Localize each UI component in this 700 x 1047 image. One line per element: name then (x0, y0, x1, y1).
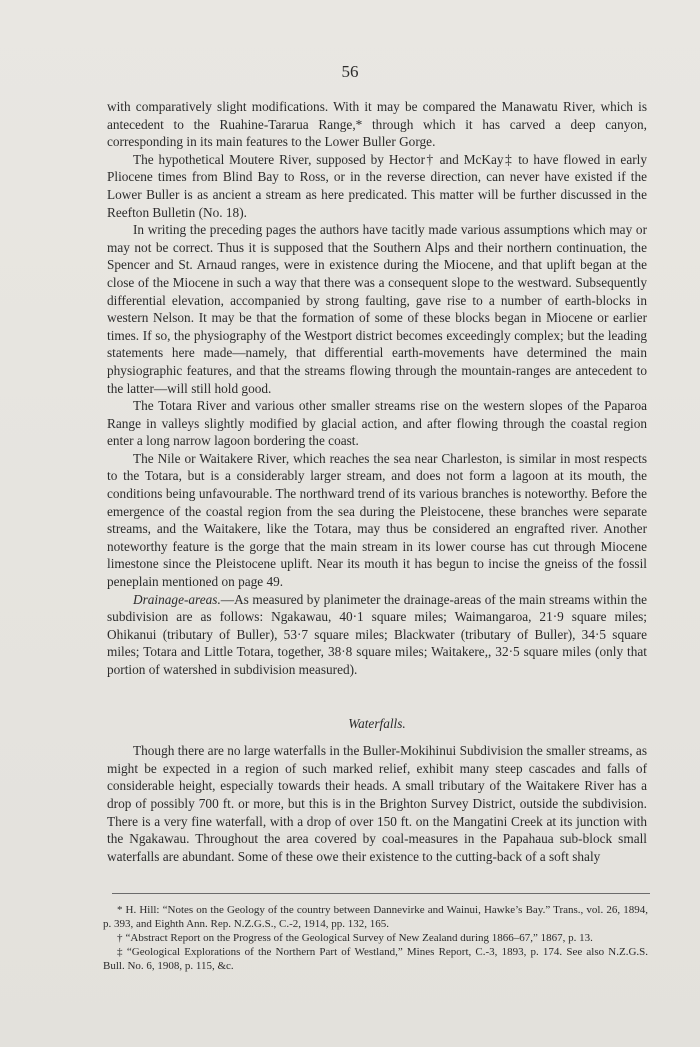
footnote (103, 931, 648, 945)
footnotes (103, 903, 648, 973)
page-number: 56 (341, 62, 359, 81)
paragraph: The Totara River and various other smaller streams rise on the western slopes of the Paparoa Range in valleys slightly modified by glacial action, and after flowing through the coastal region enter a long narrow lagoon bordering the coast. (107, 398, 647, 449)
footnote-divider (112, 893, 650, 894)
footnote-text: “Geological Explorations of the Northern Part of Westland,” Mines Report, C.-3, 1893, p. 174. See also N.Z.G.S. Bull. No. 6, 1908, p. 115, &c. (103, 946, 649, 972)
footnote-mark: ‡ (117, 946, 124, 958)
paragraph: The hypothetical Moutere River, supposed by Hector† and McKay‡ to have flowed in early Pliocene times from Blind Bay to Ross, or in the reverse direction, can never have existed if the Lower Buller is as ancient a stream as here predicated. This matter will be further discussed in the Reefton Bulletin (No. 18). (107, 151, 647, 220)
drainage-text: —As measured by planimeter the drainage-areas of the main streams within the subdivision are as follows: Ngakawau, 40·1 square miles; Waimangaroa, 21·9 square miles; Ohikanui (tributary of Buller), 53·7 square miles; Blackwater (tributary of Buller), 34·5 square miles; Totara and Little Totara, together, 38·8 square miles; Waitakere,, 32·5 square miles (only that portion of watershed in subdivision measured). (107, 591, 647, 677)
body-text (107, 98, 647, 865)
footnote-text: “Abstract Report on the Progress of the Geological Survey of New Zealand during 1866–67,” 1867, p. 13. (125, 932, 593, 944)
paragraph: In writing the preceding pages the authors have tacitly made various assumptions which may or may not be correct. Thus it is supposed that the Southern Alps and their northern continuation, the Spencer and St. Arnaud ranges, were in existence during the Miocene, and that uplift began at the close of the Miocene in such a way that there was a consequent slope to the westward. Subsequently differential elevation, accompanied by strong faulting, gave rise to a number of earth-blocks in western Nelson. It may be that the formation of some of these blocks began in Miocene or earlier times. If so, the physiography of the Westport district becomes exceedingly complex; but the leading statements here made—namely, that differential earth-movements have determined the main physiographic features, and that the streams flowing through the mountain-ranges are antecedent to the latter—will still hold good. (107, 222, 647, 396)
paragraph: with comparatively slight modifications. With it may be compared the Manawatu River, which is antecedent to the Ruahine-Tararua Range,* through which it has carved a deep canyon, corresponding in its main features to the Lower Buller Gorge. (107, 99, 647, 150)
drainage-label: Drainage-areas. (133, 591, 221, 607)
footnote-mark: * (117, 904, 123, 916)
paragraph: The Nile or Waitakere River, which reaches the sea near Charleston, is similar in most respects to the Totara, but is a considerably larger stream, and does not form a lagoon at its mouth, the conditions being unfavourable. The northward trend of its various branches is noteworthy. Before the emergence of the coastal region from the sea during the Pleistocene, these branches were separate streams, and the Waitakere, like the Totara, may thus be considered an engrafted river. Another noteworthy feature is the gorge that the main stream in its lower course has cut through Miocene limestone since the Pleistocene uplift. Near its mouth it has begun to incise the gneiss of the fossil peneplain mentioned on page 49. (107, 450, 647, 590)
footnote-text: H. Hill: “Notes on the Geology of the country between Dannevirke and Wainui, Hawke’s Bay.” Trans., vol. 26, 1894, p. 393, and Eighth Ann. Rep. N.Z.G.S., C.-2, 1914, pp. 132, 165. (103, 904, 648, 930)
footnote (103, 903, 648, 931)
footnote-mark: † (117, 932, 123, 944)
drainage-paragraph (107, 591, 647, 679)
paragraph: Though there are no large waterfalls in the Buller-Mokihinui Subdivision the smaller streams, as might be expected in a region of such marked relief, exhibit many steep cascades and falls of considerable height, especially towards their heads. A small tributary of the Waitakere River has a drop of possibly 700 ft. or more, but this is in the Brighton Survey District, outside the subdivision. There is a very fine waterfall, with a drop of over 150 ft. on the Mangatini Creek at its junction with the Ngakawau. Throughout the area covered by coal-measures in the Papahaua sub-block small waterfalls are abundant. Some of these owe their existence to the cutting-back of a soft shaly (107, 743, 647, 864)
section-heading-waterfalls: Waterfalls. (348, 715, 406, 731)
footnote (103, 945, 648, 973)
